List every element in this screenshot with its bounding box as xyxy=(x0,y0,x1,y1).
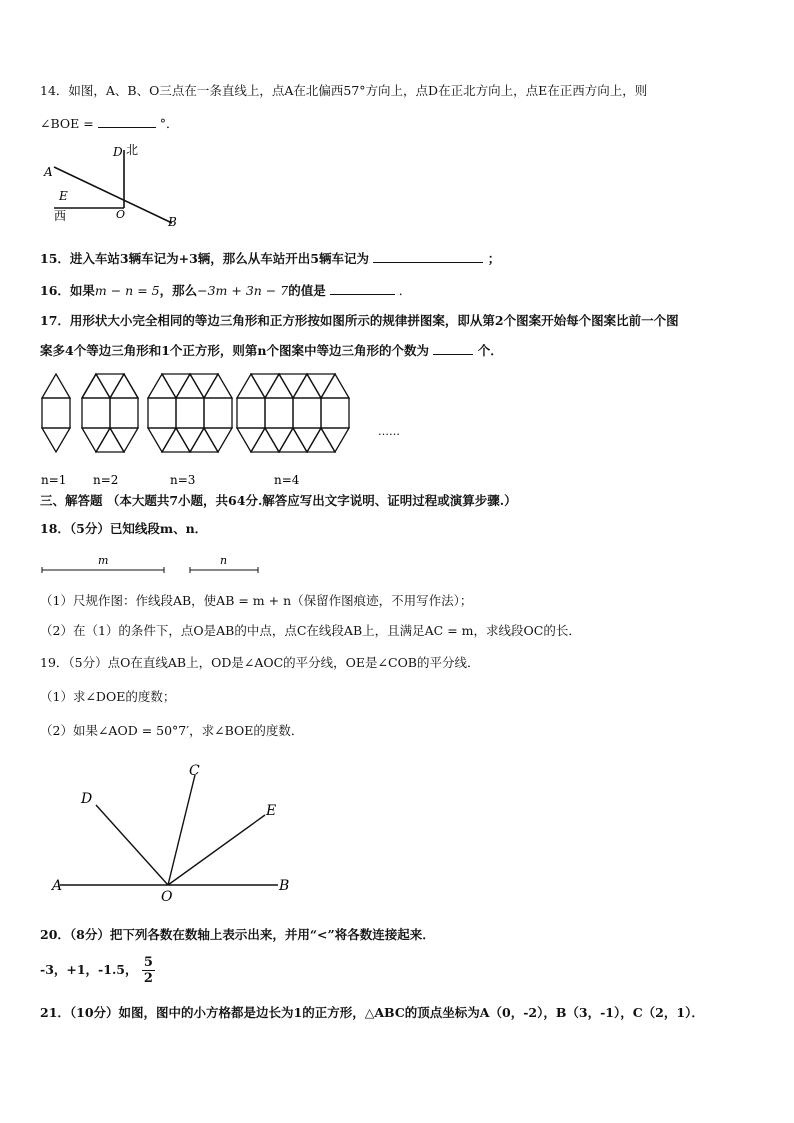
q19-label-A: A xyxy=(52,878,63,894)
q15-text: 15．进入车站3辆车记为+3辆，那么从车站开出5辆车记为 xyxy=(40,251,369,266)
q17-suffix: 个． xyxy=(477,343,503,358)
pattern-n4 xyxy=(237,374,349,452)
pattern-n1 xyxy=(42,374,70,452)
q17-pattern-figure xyxy=(38,372,458,492)
q18-header: 18．（5分）已知线段m、n． xyxy=(40,521,208,536)
q14-line2 xyxy=(40,115,178,133)
q16-condition: m − n = 5 xyxy=(94,283,160,298)
q16-answer-blank[interactable] xyxy=(330,282,395,295)
q16-prefix: 16．如果 xyxy=(40,283,95,298)
q18-part2: （2）在（1）的条件下，点O是AB的中点，点C在线段AB上，且满足AC = m，求线段OC的长． xyxy=(40,623,581,638)
q18-part1: （1）尺规作图：作线段AB，使AB = m + n（保留作图痕迹，不用写作法）； xyxy=(40,593,473,608)
segment-m-label: m xyxy=(98,554,109,567)
q20-header: 20．（8分）把下列各数在数轴上表示出来，并用“<”将各数连接起来． xyxy=(40,927,435,942)
q15-answer-blank[interactable] xyxy=(373,250,483,263)
q14-suffix: °． xyxy=(159,116,179,131)
q14-label-west: 西 xyxy=(54,209,67,223)
q21-line: 21．（10分）如图，图中的小方格都是边长为1的正方形，△ABC的顶点坐标为A（0，-2），B（3，-1），C（2，1）． xyxy=(40,1005,704,1020)
q16-line xyxy=(40,282,411,300)
segment-n-label: n xyxy=(220,554,228,567)
q16-end: ． xyxy=(398,283,412,298)
q18-segments-figure xyxy=(40,553,270,577)
q17-line2 xyxy=(40,342,503,360)
q15-suffix: ； xyxy=(487,251,501,266)
q17-ellipsis: …… xyxy=(378,425,400,438)
q17-line1: 17．用形状大小完全相同的等边三角形和正方形按如图所示的规律拼图案，即从第2个图案开始每个图案比前一个图 xyxy=(40,313,679,328)
q20-numbers-row xyxy=(40,955,155,986)
q20-fraction xyxy=(142,955,155,986)
q19-label-C: C xyxy=(189,763,200,779)
q19-label-O: O xyxy=(161,889,173,905)
q17-answer-blank[interactable] xyxy=(433,342,473,355)
q14-label-A: A xyxy=(44,165,53,179)
q17-label-n4: n=4 xyxy=(274,473,300,487)
q14-angle: ∠BOE = xyxy=(40,116,94,131)
q14-line1: 14．如图，A、B、O三点在一条直线上，点A在北偏西57°方向上，点D在正北方向上，点E在正西方向上，则 xyxy=(40,83,648,98)
q15-line xyxy=(40,250,500,268)
q14-label-E: E xyxy=(59,189,68,203)
q19-part1: （1）求∠DOE的度数； xyxy=(40,689,176,704)
q14-label-O: O xyxy=(116,208,126,221)
q17-label-n1: n=1 xyxy=(41,473,67,487)
section-title: 三、解答题 （本大题共7小题，共64分.解答应写出文字说明、证明过程或演算步骤.） xyxy=(40,493,517,508)
q19-label-B: B xyxy=(279,878,290,894)
q19-label-E: E xyxy=(266,803,277,819)
q17-label-n2: n=2 xyxy=(93,473,119,487)
q19-part2: （2）如果∠AOD = 50°7′，求∠BOE的度数． xyxy=(40,723,304,738)
q19-angle-figure xyxy=(50,755,300,905)
q14-label-D: D xyxy=(113,145,123,159)
q14-label-north: 北 xyxy=(126,143,139,157)
q19-header: 19．（5分）点O在直线AB上，OD是∠AOC的平分线，OE是∠COB的平分线． xyxy=(40,655,480,670)
q16-middle: ，那么 xyxy=(159,283,198,298)
q14-answer-blank[interactable] xyxy=(98,115,156,128)
pattern-n3 xyxy=(148,374,232,452)
q16-value-label: 的值是 xyxy=(288,283,326,298)
q20-fraction-numerator: 5 xyxy=(143,955,153,970)
q17-label-n3: n=3 xyxy=(170,473,196,487)
q20-numbers: -3，+1，-1.5， xyxy=(40,962,138,977)
q16-expression: −3m + 3n − 7 xyxy=(197,283,289,298)
q17-line2-text: 案多4个等边三角形和1个正方形，则第n个图案中等边三角形的个数为 xyxy=(40,343,429,358)
q20-fraction-denominator: 2 xyxy=(143,971,153,986)
q14-label-B: B xyxy=(168,215,177,229)
q19-label-D: D xyxy=(81,791,93,807)
q14-figure xyxy=(42,140,192,230)
pattern-n2 xyxy=(82,374,138,452)
